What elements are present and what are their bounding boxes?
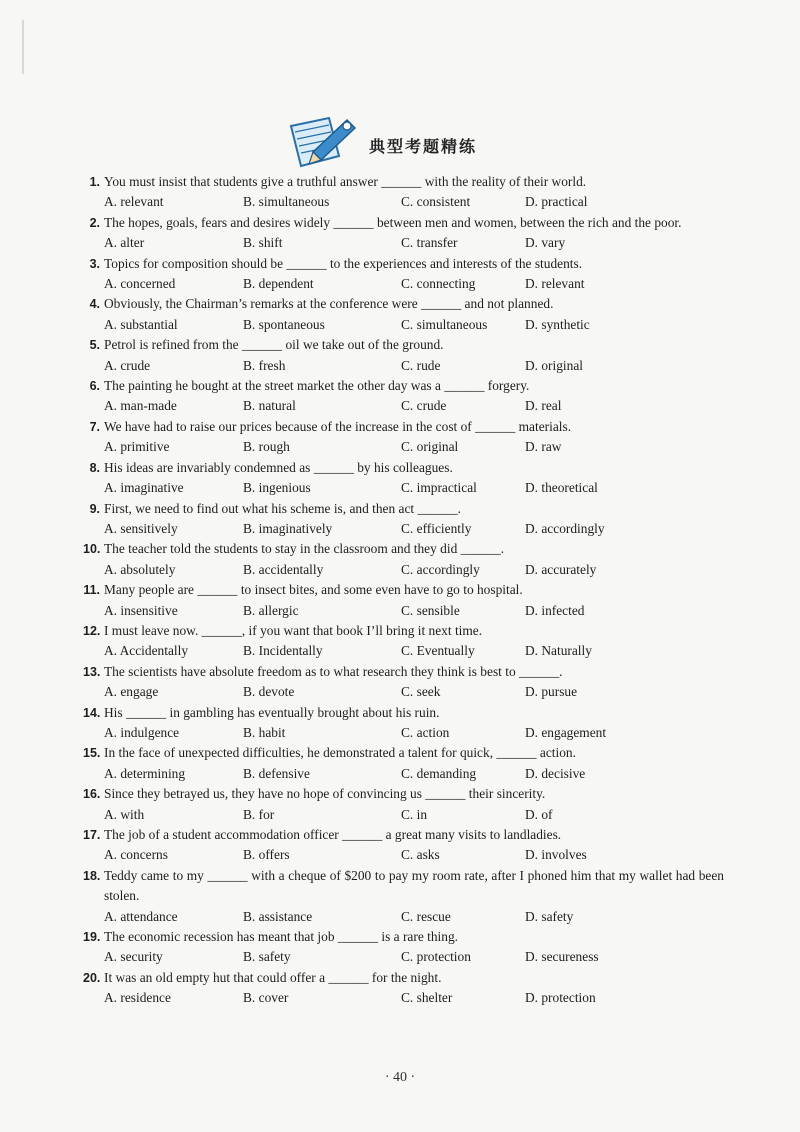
- option-a: A. attendance: [104, 908, 178, 924]
- option-d: D. of: [525, 806, 553, 822]
- question-number: 1.: [89, 175, 100, 189]
- option-b: B. ingenious: [243, 480, 311, 496]
- option-c: C. in: [401, 806, 428, 822]
- question-stem: We have had to raise our prices because of the increase in the cost of ______ materials.: [104, 418, 572, 434]
- option-c: C. action: [401, 724, 450, 740]
- option-b: B. simultaneous: [243, 194, 330, 210]
- section-header: [0, 112, 800, 172]
- option-b: B. shift: [243, 235, 283, 251]
- option-c: C. consistent: [401, 194, 471, 210]
- option-a: A. indulgence: [104, 724, 180, 740]
- option-a: A. relevant: [104, 194, 164, 210]
- option-c: C. original: [401, 439, 459, 455]
- option-b: B. dependent: [243, 276, 314, 292]
- option-d: D. pursue: [525, 684, 578, 700]
- question-item: [83, 580, 724, 621]
- option-d: D. safety: [525, 908, 574, 924]
- option-d: D. engagement: [525, 724, 607, 740]
- question-number: 11.: [83, 583, 100, 598]
- option-a: A. alter: [104, 235, 145, 251]
- option-c: C. accordingly: [401, 561, 480, 577]
- option-d: D. practical: [525, 194, 588, 210]
- question-number: 6.: [89, 379, 100, 394]
- question-item: [83, 621, 724, 662]
- page-number: · 40 ·: [384, 1070, 416, 1085]
- question-number: 18.: [83, 868, 101, 883]
- option-d: D. decisive: [525, 765, 586, 781]
- option-b: B. allergic: [243, 602, 299, 618]
- option-d: D. Naturally: [525, 643, 592, 659]
- option-b: B. for: [243, 806, 275, 822]
- question-item: [83, 743, 724, 784]
- question-number: 7.: [89, 419, 100, 434]
- option-b: B. offers: [243, 847, 290, 863]
- exercise-pencil-icon: [283, 112, 363, 172]
- option-a: A. concerns: [104, 847, 168, 863]
- question-stem: His ideas are invariably condemned as ______ by his colleagues.: [104, 459, 453, 475]
- option-d: D. accordingly: [525, 520, 605, 536]
- question-item: [83, 539, 724, 580]
- question-number: 9.: [89, 501, 100, 516]
- question-item: [88, 213, 724, 254]
- question-number: 13.: [83, 664, 101, 679]
- option-a: A. man-made: [104, 398, 177, 414]
- option-d: D. accurately: [525, 561, 597, 577]
- option-d: D. theoretical: [525, 480, 598, 496]
- question-stem: The scientists have absolute freedom as to what research they think is best to ______.: [104, 663, 563, 679]
- question-stem: Many people are ______ to insect bites, and some even have to go to hospital.: [104, 582, 523, 598]
- option-d: D. vary: [525, 235, 566, 251]
- option-c: C. shelter: [401, 990, 453, 1006]
- question-number: 10.: [83, 542, 101, 557]
- option-a: A. engage: [104, 684, 159, 700]
- question-item: [83, 968, 724, 1009]
- option-b: B. rough: [243, 439, 290, 455]
- question-stem: Topics for composition should be ______ to the experiences and interests of the students.: [104, 255, 583, 271]
- option-a: A. sensitively: [104, 520, 178, 536]
- option-a: A. Accidentally: [104, 643, 189, 659]
- option-d: D. original: [525, 357, 584, 373]
- option-c: C. transfer: [401, 235, 458, 251]
- question-stem: It was an old empty hut that could offer a ______ for the night.: [104, 969, 442, 985]
- question-stem: The job of a student accommodation officer ______ a great many visits to landladies.: [104, 827, 562, 842]
- option-d: D. protection: [525, 990, 596, 1006]
- option-b: B. safety: [243, 949, 291, 965]
- option-d: D. involves: [525, 847, 587, 863]
- option-b: B. cover: [243, 990, 289, 1006]
- option-c: C. impractical: [401, 480, 477, 496]
- option-b: B. accidentally: [243, 561, 324, 577]
- option-c: C. crude: [401, 398, 447, 414]
- question-number: 16.: [83, 787, 101, 802]
- option-c: C. sensible: [401, 602, 460, 618]
- question-stem: The hopes, goals, fears and desires widely ______ between men and women, between the rich and the poor.: [104, 214, 682, 230]
- option-c: C. connecting: [401, 276, 476, 292]
- question-stem: The economic recession has meant that job ______ is a rare thing.: [104, 929, 459, 945]
- question-stem: In the face of unexpected difficulties, he demonstrated a talent for quick, ______ action.: [104, 745, 576, 761]
- option-a: A. crude: [104, 357, 151, 373]
- option-b: B. natural: [243, 398, 296, 414]
- question-number: 2.: [89, 215, 100, 230]
- question-item: [83, 927, 724, 968]
- question-number: 19.: [83, 930, 101, 945]
- option-c: C. rude: [401, 357, 441, 373]
- question-number: 15.: [83, 746, 101, 761]
- option-c: C. protection: [401, 949, 471, 965]
- question-stem: The painting he bought at the street market the other day was a ______ forgery.: [104, 378, 530, 394]
- option-a: A. security: [104, 949, 163, 965]
- option-a: A. determining: [104, 765, 186, 781]
- option-a: A. concerned: [104, 276, 176, 292]
- question-item: [83, 703, 724, 744]
- option-c: C. simultaneous: [401, 316, 488, 332]
- option-a: A. residence: [104, 990, 171, 1006]
- option-b: B. Incidentally: [243, 643, 323, 659]
- section-title: 典型考题精练: [368, 136, 477, 156]
- option-c: C. demanding: [401, 765, 477, 781]
- question-item: [88, 376, 724, 417]
- question-number: 14.: [83, 705, 101, 720]
- option-c: C. rescue: [401, 908, 451, 924]
- question-stem: Teddy came to my ______ with a cheque of $200 to pay my room rate, after I phoned him that my wallet had been stolen.: [104, 867, 724, 904]
- option-a: A. insensitive: [104, 602, 178, 618]
- question-item: [88, 335, 724, 376]
- question-stem: Petrol is refined from the ______ oil we take out of the ground.: [104, 337, 444, 353]
- option-a: A. primitive: [104, 439, 170, 455]
- option-b: B. imaginatively: [243, 520, 333, 536]
- question-item: [88, 172, 724, 213]
- question-item: [88, 458, 724, 499]
- question-item: [88, 294, 724, 335]
- option-d: D. relevant: [525, 276, 585, 292]
- scan-margin-mark: [22, 20, 24, 74]
- option-b: B. assistance: [243, 908, 313, 924]
- question-item: [83, 825, 724, 866]
- question-list: [83, 172, 724, 1009]
- question-stem: First, we need to find out what his scheme is, and then act ______.: [104, 500, 462, 516]
- question-number: 5.: [89, 338, 100, 353]
- option-a: A. imaginative: [104, 480, 184, 496]
- option-a: A. with: [104, 806, 145, 822]
- question-item: [83, 662, 724, 703]
- option-a: A. absolutely: [104, 561, 176, 577]
- option-d: D. raw: [525, 439, 562, 455]
- question-number: 8.: [89, 460, 100, 475]
- option-d: D. synthetic: [525, 316, 590, 332]
- option-c: C. efficiently: [401, 520, 472, 536]
- option-a: A. substantial: [104, 316, 178, 332]
- question-number: 12.: [83, 623, 101, 638]
- question-number: 3.: [89, 256, 100, 271]
- question-item: [88, 417, 724, 458]
- option-d: D. infected: [525, 602, 585, 618]
- question-stem: I must leave now. ______, if you want that book I’ll bring it next time.: [104, 622, 483, 638]
- option-b: B. fresh: [243, 357, 286, 373]
- option-c: C. seek: [401, 684, 441, 700]
- option-d: D. secureness: [525, 949, 599, 965]
- option-b: B. spontaneous: [243, 316, 325, 332]
- question-item: [83, 866, 724, 927]
- question-item: [88, 254, 724, 295]
- question-number: 4.: [89, 297, 100, 312]
- option-c: C. asks: [401, 847, 440, 863]
- option-c: C. Eventually: [401, 643, 475, 659]
- question-item: [88, 499, 724, 540]
- question-stem: You must insist that students give a truthful answer ______ with the reality of their world.: [104, 174, 587, 189]
- option-d: D. real: [525, 398, 562, 414]
- question-stem: Obviously, the Chairman’s remarks at the conference were ______ and not planned.: [104, 296, 554, 312]
- question-stem: The teacher told the students to stay in the classroom and they did ______.: [104, 541, 505, 557]
- question-stem: Since they betrayed us, they have no hope of convincing us ______ their sincerity.: [104, 786, 546, 802]
- question-number: 17.: [83, 828, 101, 842]
- option-b: B. devote: [243, 684, 295, 700]
- option-b: B. habit: [243, 724, 286, 740]
- question-item: [83, 784, 724, 825]
- question-number: 20.: [83, 970, 101, 985]
- option-b: B. defensive: [243, 765, 310, 781]
- question-stem: His ______ in gambling has eventually brought about his ruin.: [104, 704, 440, 720]
